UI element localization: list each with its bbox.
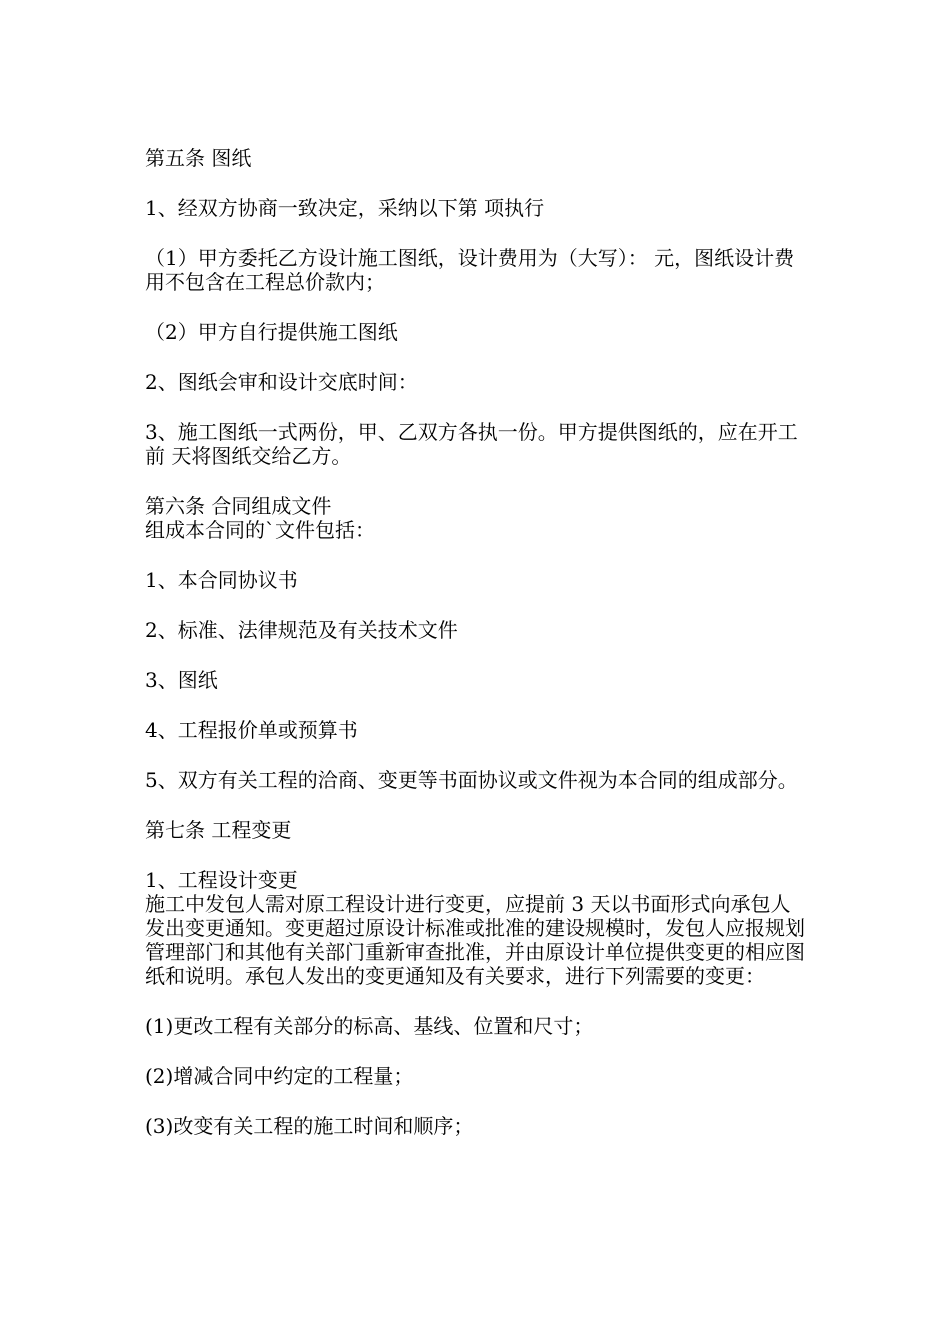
section6-item5: 5、双方有关工程的洽商、变更等书面协议或文件视为本合同的组成部分。 xyxy=(145,768,798,792)
section6-item3: 3、图纸 xyxy=(145,668,218,692)
section5-option1: （1）甲方委托乙方设计施工图纸，设计费用为（大写）： 元，图纸设计费用不包含在工程总价款内； xyxy=(145,246,795,294)
section7-item1-title: 1、工程设计变更 xyxy=(145,868,298,892)
section5-item2: 2、图纸会审和设计交底时间： xyxy=(145,370,418,394)
section6-item1: 1、本合同协议书 xyxy=(145,568,298,592)
section7-item1-body: 施工中发包人需对原工程设计进行变更，应提前 3 天以书面形式向承包人发出变更通知。变更超过原设计标准或批准的建设规模时，发包人应报规划管理部门和其他有关部门重新审查批准，并由原设计单位提供变更的相应图纸和说明。承包人发出的变更通知及有关要求，进行下列需要的变更： xyxy=(145,892,805,988)
section6-intro: 组成本合同的`文件包括： xyxy=(145,518,375,542)
section6-item2: 2、标准、法律规范及有关技术文件 xyxy=(145,618,458,642)
section7-change3: (3)改变有关工程的施工时间和顺序； xyxy=(145,1114,474,1138)
section5-item3: 3、施工图纸一式两份，甲、乙双方各执一份。甲方提供图纸的，应在开工前 天将图纸交给乙方。 xyxy=(145,420,798,468)
section5-option2: （2）甲方自行提供施工图纸 xyxy=(145,320,398,344)
section5-item1: 1、经双方协商一致决定，采纳以下第 项执行 xyxy=(145,196,545,220)
section6-item4: 4、工程报价单或预算书 xyxy=(145,718,358,742)
section6-title: 第六条 合同组成文件 xyxy=(145,494,332,518)
document-body xyxy=(145,146,809,1164)
section5-title: 第五条 图纸 xyxy=(145,146,252,170)
section7-change1: (1)更改工程有关部分的标高、基线、位置和尺寸； xyxy=(145,1014,594,1038)
section7-change2: (2)增减合同中约定的工程量； xyxy=(145,1064,414,1088)
section7-title: 第七条 工程变更 xyxy=(145,818,292,842)
